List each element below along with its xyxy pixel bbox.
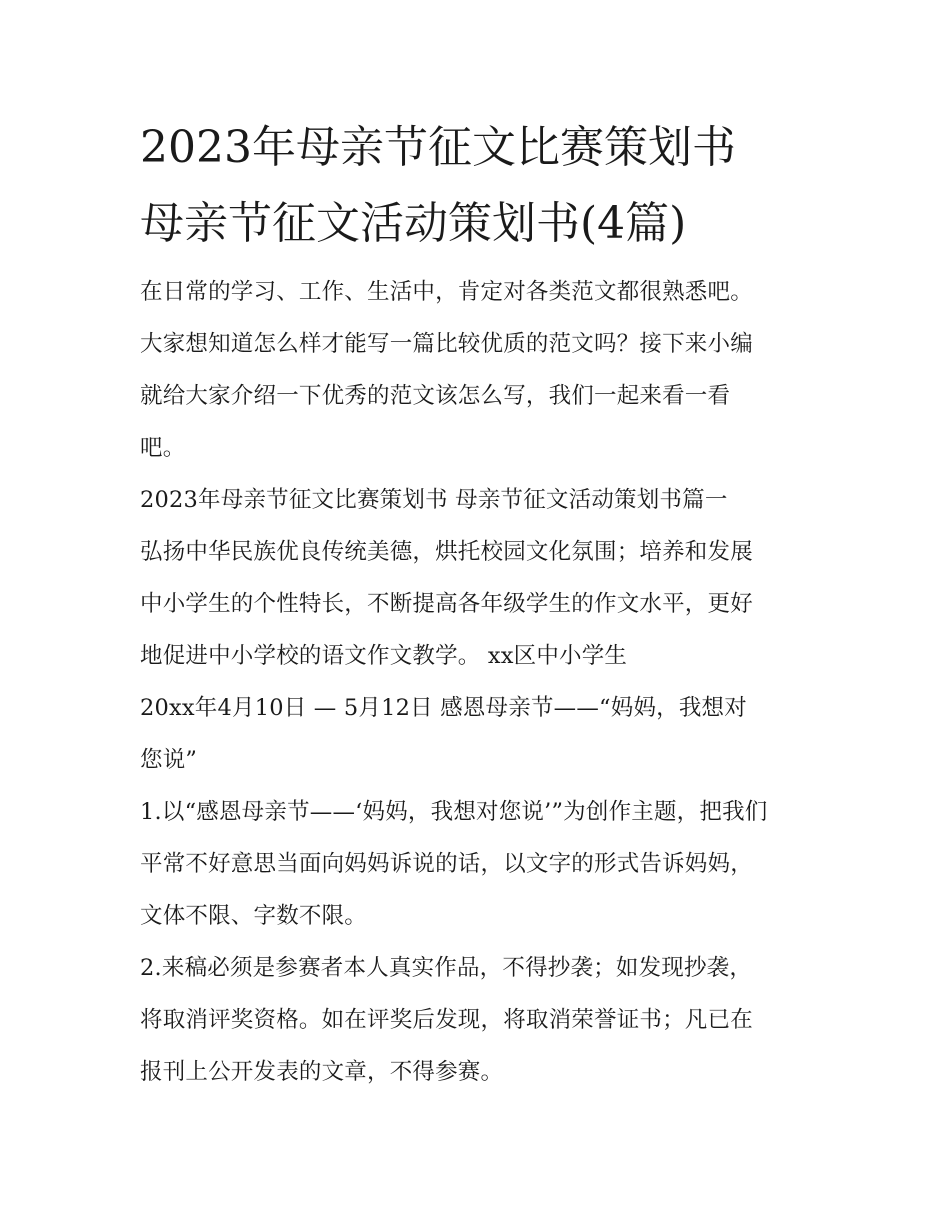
title-line-1: 2023年母亲节征文比赛策划书 (140, 122, 736, 173)
rule-1-paragraph (140, 786, 820, 942)
paragraph-line: 将取消评奖资格。如在评奖后发现，将取消荣誉证书；凡已在 (140, 1007, 753, 1033)
paragraph-line: 吧。 (140, 435, 186, 461)
paragraph-line: 弘扬中华民族优良传统美德，烘托校园文化氛围；培养和发展 (140, 539, 753, 565)
paragraph-line: 在日常的学习、工作、生活中，肯定对各类范文都很熟悉吧。 (140, 279, 753, 305)
paragraph-line: 2.来稿必须是参赛者本人真实作品，不得抄袭；如发现抄袭， (140, 955, 753, 981)
paragraph-line: 大家想知道怎么样才能写一篇比较优质的范文吗？接下来小编 (140, 331, 753, 357)
rule-2-paragraph (140, 942, 820, 1098)
paragraph-line: 2023年母亲节征文比赛策划书 母亲节征文活动策划书篇一 (140, 487, 728, 513)
paragraph-line: 您说” (140, 747, 198, 773)
title-line-2: 母亲节征文活动策划书(4篇) (140, 198, 687, 249)
paragraph-line: 文体不限、字数不限。 (140, 903, 368, 929)
section-heading (140, 474, 820, 526)
paragraph-line: 地促进中小学校的语文作文教学。 xx区中小学生 (140, 643, 628, 669)
document-title (140, 110, 820, 262)
paragraph-line: 就给大家介绍一下优秀的范文该怎么写，我们一起来看一看 (140, 383, 731, 409)
paragraph-line: 报刊上公开发表的文章，不得参赛。 (140, 1059, 504, 1085)
date-theme-paragraph (140, 682, 820, 786)
paragraph-line: 20xx年4月10日 — 5月12日 感恩母亲节——“妈妈，我想对 (140, 695, 747, 721)
intro-paragraph (140, 266, 820, 474)
paragraph-line: 平常不好意思当面向妈妈诉说的话，以文字的形式告诉妈妈， (140, 851, 753, 877)
purpose-paragraph (140, 526, 820, 682)
document-body (140, 110, 820, 1098)
paragraph-line: 中小学生的个性特长，不断提高各年级学生的作文水平，更好 (140, 591, 753, 617)
paragraph-line: 1.以“感恩母亲节——‘妈妈，我想对您说’”为创作主题，把我们 (140, 799, 768, 825)
